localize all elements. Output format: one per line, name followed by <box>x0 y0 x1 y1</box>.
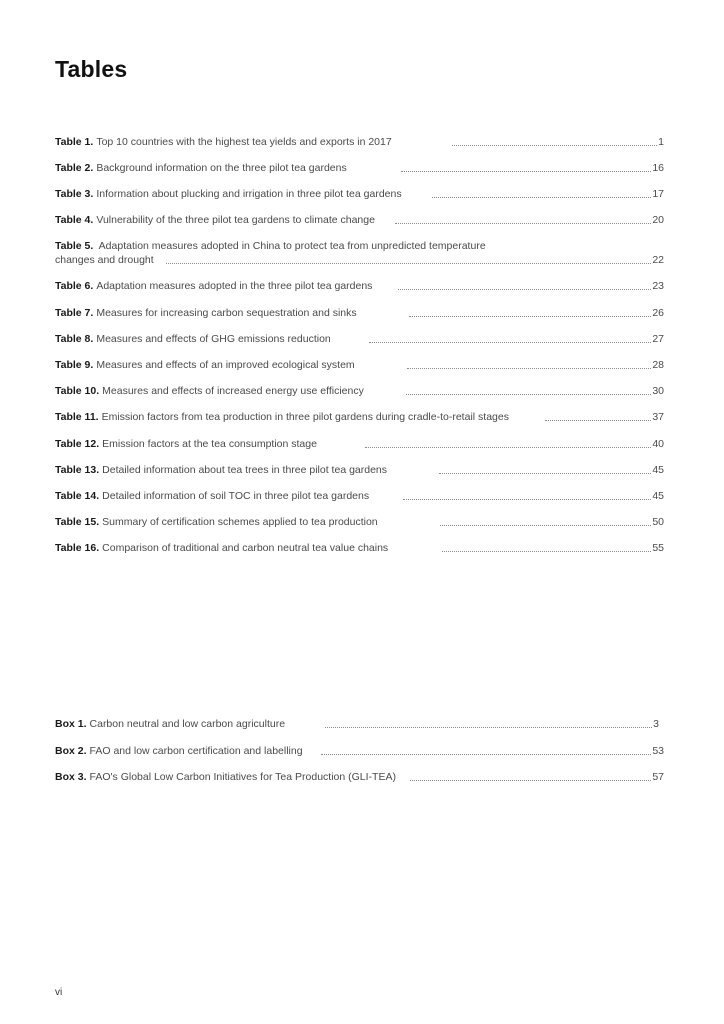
entry-title: Emission factors at the tea consumption stage <box>102 438 317 450</box>
entry-title-continued: changes and drought <box>55 254 154 266</box>
entry-page: 1 <box>658 136 664 148</box>
entry-title: Top 10 countries with the highest tea yields and exports in 2017 <box>96 136 392 148</box>
entry-page: 50 <box>652 516 664 528</box>
entry-page: 17 <box>652 188 664 200</box>
toc-entry-table-16[interactable] <box>55 541 664 555</box>
entry-page: 40 <box>652 438 664 450</box>
toc-entry-table-4[interactable] <box>55 213 664 227</box>
dot-leader <box>403 499 651 500</box>
dot-leader <box>440 525 652 526</box>
toc-entry-box-1[interactable] <box>55 717 659 731</box>
dot-leader <box>409 316 652 317</box>
entry-page: 45 <box>652 464 664 476</box>
entry-page: 26 <box>652 307 664 319</box>
dot-leader <box>407 368 652 369</box>
entry-label: Table 5. <box>55 240 94 252</box>
dot-leader <box>369 342 652 343</box>
entry-label: Box 3. <box>55 771 87 783</box>
toc-entry-table-1[interactable] <box>55 135 664 149</box>
toc-entry-box-3[interactable] <box>55 770 664 784</box>
toc-entry-table-5[interactable] <box>55 240 664 267</box>
toc-entry-box-2[interactable] <box>55 744 664 758</box>
entry-title: Measures and effects of an improved ecological system <box>96 359 355 371</box>
entry-page: 3 <box>653 718 659 730</box>
toc-entry-table-12[interactable] <box>55 437 664 451</box>
entry-label: Table 14. <box>55 490 100 502</box>
dot-leader <box>166 263 652 264</box>
entry-label: Table 12. <box>55 438 100 450</box>
page-number: vi <box>55 987 63 998</box>
entry-title: Information about plucking and irrigation in three pilot tea gardens <box>96 188 402 200</box>
entry-label: Table 7. <box>55 307 94 319</box>
entry-page: 57 <box>652 771 664 783</box>
toc-entry-table-7[interactable] <box>55 306 664 320</box>
entry-title: Measures and effects of increased energy use efficiency <box>102 385 364 397</box>
entry-page: 22 <box>652 254 664 266</box>
entry-title: Emission factors from tea production in three pilot gardens during cradle-to-retail stages <box>101 411 509 423</box>
entry-page: 53 <box>652 745 664 757</box>
dot-leader <box>365 447 651 448</box>
dot-leader <box>398 289 651 290</box>
dot-leader <box>410 780 651 781</box>
entry-page: 16 <box>652 162 664 174</box>
entry-title: Adaptation measures adopted in the three pilot tea gardens <box>96 280 373 292</box>
entry-page: 27 <box>652 333 664 345</box>
entry-page: 20 <box>652 214 664 226</box>
toc-entry-table-8[interactable] <box>55 332 664 346</box>
entry-title: FAO and low carbon certification and labelling <box>89 745 303 757</box>
entry-label: Table 16. <box>55 542 100 554</box>
dot-leader <box>439 473 651 474</box>
toc-entry-table-2[interactable] <box>55 161 664 175</box>
entry-label: Table 10. <box>55 385 100 397</box>
entry-label: Box 1. <box>55 718 87 730</box>
dot-leader <box>452 145 657 146</box>
dot-leader <box>545 420 651 421</box>
entry-title: Carbon neutral and low carbon agriculture <box>89 718 286 730</box>
entry-title: Measures for increasing carbon sequestration and sinks <box>96 307 357 319</box>
toc-entry-table-6[interactable] <box>55 279 664 293</box>
entry-title: Detailed information about tea trees in three pilot tea gardens <box>102 464 388 476</box>
entry-title: Measures and effects of GHG emissions reduction <box>96 333 331 345</box>
entry-label: Table 1. <box>55 136 94 148</box>
toc-entry-table-13[interactable] <box>55 463 664 477</box>
toc-entry-table-9[interactable] <box>55 358 664 372</box>
entry-label: Table 2. <box>55 162 94 174</box>
entry-title: FAO's Global Low Carbon Initiatives for Tea Production (GLI-TEA) <box>89 771 396 783</box>
entry-page: 30 <box>652 385 664 397</box>
entry-label: Table 11. <box>55 411 99 423</box>
entry-label: Table 9. <box>55 359 94 371</box>
entry-title: Summary of certification schemes applied to tea production <box>102 516 378 528</box>
entry-page: 55 <box>652 542 664 554</box>
toc-entry-table-11[interactable] <box>55 410 664 424</box>
dot-leader <box>442 551 651 552</box>
toc-entry-table-3[interactable] <box>55 187 664 201</box>
entry-label: Box 2. <box>55 745 87 757</box>
toc-entry-table-15[interactable] <box>55 515 664 529</box>
entry-title: Background information on the three pilot tea gardens <box>96 162 347 174</box>
toc-entry-table-14[interactable] <box>55 489 664 503</box>
entry-title: Adaptation measures adopted in China to protect tea from unpredicted temperature <box>98 240 486 252</box>
entry-label: Table 6. <box>55 280 94 292</box>
dot-leader <box>401 171 652 172</box>
entry-page: 45 <box>652 490 664 502</box>
entry-label: Table 8. <box>55 333 94 345</box>
entry-title: Comparison of traditional and carbon neutral tea value chains <box>102 542 389 554</box>
entry-title: Vulnerability of the three pilot tea gardens to climate change <box>96 214 375 226</box>
entry-label: Table 3. <box>55 188 94 200</box>
entry-page: 37 <box>652 411 664 423</box>
entry-page: 23 <box>652 280 664 292</box>
entry-title: Detailed information of soil TOC in three pilot tea gardens <box>102 490 370 502</box>
dot-leader <box>406 394 651 395</box>
dot-leader <box>432 197 652 198</box>
entry-label: Table 15. <box>55 516 100 528</box>
page-title: Tables <box>55 56 128 82</box>
dot-leader <box>395 223 651 224</box>
toc-entry-table-10[interactable] <box>55 384 664 398</box>
entry-label: Table 13. <box>55 464 100 476</box>
entry-label: Table 4. <box>55 214 94 226</box>
entry-page: 28 <box>652 359 664 371</box>
dot-leader <box>325 727 652 728</box>
dot-leader <box>321 754 652 755</box>
